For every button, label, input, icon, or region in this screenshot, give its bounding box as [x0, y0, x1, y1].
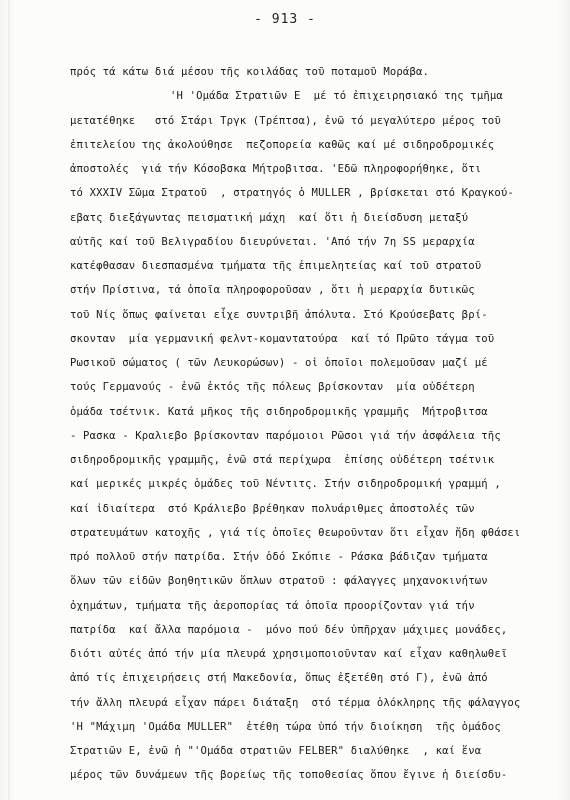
text-line: διότι αὐτές ἀπό τήν μία πλευρά χρησιμοποιοῦνταν καί εἶχαν καθηλωθεῖ	[70, 648, 508, 660]
text-line: - Ρασκα - Κραλιεβο βρίσκονταν παρόμοιοι Ρῶσοι γιά τήν ἀσφάλεια τῆς	[70, 429, 501, 442]
text-line: τοῦ Νίς ὅπως φαίνεται εἶχε συντριβῆ ἀπόλυτα. Στό Κρούσεβατς βρί-	[70, 308, 488, 321]
text-line: τό XXXIV Σῶμα Στρατοῦ , στρατηγός ὁ MULLER , βρίσκεται στό Κραγκού-	[70, 187, 514, 200]
text-line: πατρίδα καί ἄλλα παρόμοια - μόνο πού δέν ὑπῆρχαν μάχιμες μονάδες,	[70, 623, 508, 636]
body-text	[70, 60, 560, 788]
text-line: αὐτῆς καί τοῦ Βελιγραδίου διευρύνεται. 'Από τήν 7η SS μεραρχία	[70, 235, 475, 248]
text-line: εβατς διεξάγωντας πεισματική μάχη καί ὅτι ἡ διείσδυση μεταξύ	[70, 211, 469, 224]
text-line: μετατέθηκε στό Στάρι Τργκ (Τρέπτσα), ἐνῶ τό μεγαλύτερο μέρος τοῦ	[70, 114, 501, 127]
text-line: μέρος τῶν δυνάμεων τῆς βορείως τῆς τοποθεσίας ὅπου ἔγινε ἡ διείσδυ-	[70, 769, 508, 782]
text-line: 'Η 'Ομάδα Στρατιῶν Ε μέ τό ἐπιχειρησιακό της τμῆμα	[170, 90, 503, 103]
text-line: Στρατιῶν Ε, ἐνῶ ἡ "'Ομάδα στρατιῶν FELBER" διαλύθηκε , καί ἕνα	[70, 745, 482, 757]
text-line: καί μερικές μικρές ὁμάδες τοῦ Νέντιτς. Στήν σιδηροδρομική γραμμή ,	[70, 478, 501, 491]
page-number: - 913 -	[254, 12, 316, 27]
text-line: σκονταν μία γερμανική φελντ-κομαντατούρα καί τό Πρῶτο τάγμα τοῦ	[70, 332, 495, 345]
text-line: κατέφθασαν διεσπασμένα τμήματα τῆς ἐπιμελητείας καί τοῦ στρατοῦ	[70, 260, 482, 272]
text-line: στρατευμάτων κατοχῆς , γιά τίς ὁποῖες θεωροῦνταν ὅτι εἶχαν ἤδη φθάσει	[70, 526, 521, 539]
text-line: ὁμάδα τσέτνικ. Κατά μῆκος τῆς σιδηροδρομικῆς γραμμῆς Μήτροβιτσα	[70, 405, 488, 418]
text-line: ὅλων τῶν εἰδῶν βοηθητικῶν ὅπλων στρατοῦ : φάλαγγες μηχανοκινήτων	[70, 575, 488, 588]
text-line: ἐπιτελείου της ἀκολούθησε πεζοπορεία καθῶς καί μέ σιδηροδρομικές	[70, 138, 495, 151]
text-line: στήν Πρίστινα, τά ὁποῖα πληροφοροῦσαν , ὅτι ἡ μεραρχία δυτικῶς	[70, 284, 475, 297]
text-line: τήν ἄλλη πλευρά εἶχαν πάρει διάταξη στό τέρμα ὁλόκληρης τῆς φάλαγγος	[70, 696, 521, 709]
text-line: πρό πολλοῦ στήν πατρίδα. Στήν ὁδό Σκόπιε - Ράσκα βάδιζαν τμήματα	[70, 551, 488, 563]
text-line: καί ἰδιαίτερα στό Κράλιεβο βρέθηκαν πολυάριθμες ἀποστολές τῶν	[70, 502, 475, 515]
text-line: 'Η "Μάχιμη 'Ομάδα MULLER" ἐτέθη τώρα ὑπό τήν διοίκηση τῆς ὁμάδος	[70, 720, 501, 733]
text-line: ἀπό τίς ἐπιχειρήσεις στή Μακεδονία, ὅπως ἐξετέθη στό Γ), ἐνῶ ἀπό	[70, 672, 488, 685]
text-line: σιδηροδρομικῆς γραμμῆς, ἐνῶ στά περίχωρα ἐπίσης οὐδέτερη τσέτνικ	[70, 454, 495, 466]
text-line: τούς Γερμανούς - ἐνῶ ἐκτός τῆς πόλεως βρίσκονταν μία οὐδέτερη	[70, 381, 475, 394]
scan-edge-shadow	[8, 0, 10, 800]
text-line: ὀχημάτων, τμήματα τῆς ἀεροπορίας τά ὁποῖα προορίζονταν γιά τήν	[70, 599, 475, 612]
text-line: ἀποστολές γιά τήν Κόσοβσκα Μήτροβιτσα. 'Εδῶ πληροφορήθηκε, ὅτι	[70, 163, 482, 175]
text-line: Ρωσικοῦ σώματος ( τῶν Λευκορώσων) - οἱ ὁποῖοι πολεμοῦσαν μαζί μέ	[70, 357, 488, 369]
text-line: πρός τά κάτω διά μέσου τῆς κοιλάδας τοῦ ποταμοῦ Μοράβα.	[70, 66, 430, 78]
